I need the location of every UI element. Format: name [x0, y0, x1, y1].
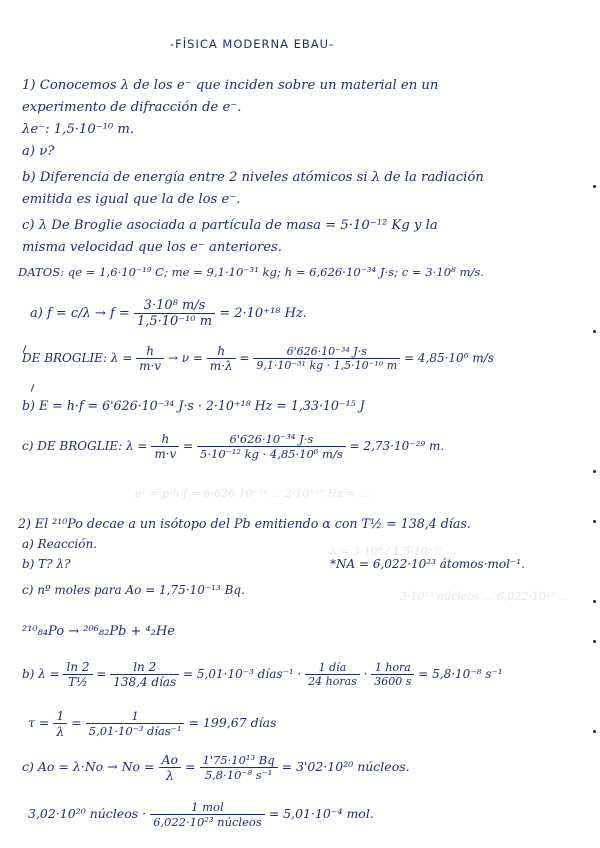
bleed-through-text: 3·10¹³ núcleos ... 6,022·10²³ ... [400, 590, 569, 603]
answer-2c [22, 752, 410, 783]
fraction-denominator: 5,01·10⁻³ días⁻¹ [88, 724, 182, 738]
margin-dot [593, 470, 596, 473]
answer-1a [30, 298, 307, 329]
fraction [86, 709, 185, 738]
page-title: -FÍSICA MODERNA EBAU- [170, 37, 335, 51]
fraction [110, 660, 179, 689]
fraction-denominator: T½ [68, 675, 88, 689]
bleed-through-text: λ = 3·10⁸ / 1,5·10⁻¹⁰ ... [330, 545, 457, 558]
fraction-numerator: Ao [159, 752, 182, 768]
fraction [207, 344, 236, 373]
equals-sign: = [183, 439, 194, 453]
fraction-denominator: λ [165, 768, 174, 783]
problem2-line: a) Reacción. [22, 537, 97, 551]
problem1-line: emitida es igual que la de los e⁻. [22, 192, 241, 207]
answer-1b: b) E = h·f = 6'626·10⁻³⁴ J·s · 2·10⁺¹⁸ Hz = 1,33·10⁻¹⁵ J [22, 398, 365, 413]
answer-1c-result: = 2,73·10⁻²⁹ m. [349, 439, 445, 453]
equals-sign: = [71, 715, 82, 730]
problem2-line: b) T? λ? [22, 557, 71, 571]
lambda-days: = 5,01·10⁻³ días⁻¹ · [183, 667, 302, 681]
velocity-result: = 4,85·10⁶ m/s [404, 351, 494, 365]
answer-2b-lhs: b) λ = [22, 667, 60, 681]
answer-1c [22, 432, 444, 461]
problem1-line: experimento de difracción de e⁻. [22, 100, 242, 115]
fraction-numerator: ln 2 [63, 660, 92, 675]
fraction-numerator: 6'626·10⁻³⁴ J·s [197, 432, 346, 447]
fraction [200, 753, 278, 782]
fraction-numerator: 1 [53, 708, 67, 724]
fraction-denominator: 5·10⁻¹² kg · 4,85·10⁶ m/s [200, 447, 343, 461]
fraction-numerator: h [151, 432, 179, 447]
avogadro-note: *NA = 6,022·10²³ átomos·mol⁻¹. [330, 557, 525, 571]
problem1-line: c) λ De Broglie asociada a partícula de masa = 5·10⁻¹² Kg y la [22, 218, 438, 233]
fraction-numerator: h [207, 344, 236, 359]
mean-life [28, 708, 277, 739]
fraction-numerator: 1'75·10¹³ Bq [200, 753, 278, 768]
fraction-numerator: 3·10⁸ m/s [134, 298, 215, 314]
fraction-denominator: 3600 s [374, 675, 412, 688]
bleed-through-text: e¹ = p·h·f = 6·626·10⁻³⁴ ... 2·10⁺¹⁸ Hz = ... [135, 487, 370, 500]
problem2-line: c) nº moles para Ao = 1,75·10⁻¹³ Bq. [22, 583, 245, 597]
lambda-result: = 5,8·10⁻⁸ s⁻¹ [418, 667, 503, 681]
fraction-denominator: 9,1·10⁻³¹ kg · 1,5·10⁻¹⁰ m [256, 359, 398, 372]
fraction-numerator: 6'626·10⁻³⁴ J·s [253, 345, 400, 359]
fraction [151, 432, 179, 461]
fraction-numerator: 1 [86, 709, 185, 724]
fraction [134, 298, 215, 329]
fraction [159, 752, 182, 783]
tau-result: = 199,67 días [188, 715, 277, 730]
problem1-line: b) Diferencia de energía entre 2 niveles atómicos si λ de la radiación [22, 170, 484, 185]
fraction-denominator: m·v [139, 359, 162, 373]
fraction-numerator: 1 día [305, 661, 360, 675]
answer-2b [22, 660, 503, 689]
fraction [305, 661, 360, 688]
margin-dot [593, 600, 596, 603]
moles-result: = 5,01·10⁻⁴ mol. [268, 806, 374, 821]
de-broglie-velocity [22, 344, 494, 373]
fraction [197, 432, 346, 461]
fraction [136, 344, 164, 373]
problem2-line: 2) El ²¹⁰Po decae a un isótopo del Pb emitiendo α con T½ = 138,4 días. [18, 516, 471, 531]
fraction-denominator: m·λ [209, 359, 233, 373]
equals-sign: = [185, 759, 196, 774]
fraction-denominator: m·v [154, 447, 177, 461]
problem1-line: misma velocidad que los e⁻ anteriores. [22, 240, 282, 255]
moles-lhs: 3,02·10²⁰ núcleos · [28, 806, 147, 821]
nuclear-reaction: ²¹⁰₈₄Po → ²⁰⁶₈₂Pb + ⁴₂He [22, 624, 175, 639]
dot-operator: · [363, 667, 368, 681]
problem1-line: a) ν? [22, 144, 55, 159]
fraction-denominator: 138,4 días [113, 675, 177, 689]
margin-dot [593, 640, 596, 643]
data-line: DATOS: qe = 1,6·10⁻¹⁹ C; me = 9,1·10⁻³¹ kg; h = 6,626·10⁻³⁴ J·s; c = 3·10⁸ m/s. [18, 265, 484, 279]
margin-dot [593, 330, 596, 333]
fraction-denominator: 1,5·10⁻¹⁰ m [136, 314, 213, 329]
fraction [371, 661, 414, 688]
fraction-numerator: ln 2 [110, 660, 179, 675]
fraction-denominator: 6,022·10²³ núcleos [153, 815, 262, 829]
fraction [253, 345, 400, 372]
equals-sign: = [239, 351, 250, 365]
fraction-denominator: 5,8·10⁻⁸ s⁻¹ [204, 768, 273, 782]
arrow-text: → ν = [167, 351, 203, 365]
fraction-denominator: 24 horas [308, 675, 357, 688]
margin-dot [593, 185, 596, 188]
fraction [53, 708, 67, 739]
de-broglie-label: DE BROGLIE: λ = [22, 351, 133, 365]
fraction [63, 660, 92, 689]
nuclei-result: = 3'02·10²⁰ núcleos. [281, 759, 410, 774]
margin-dot [593, 520, 596, 523]
tau-lhs: τ = [28, 715, 50, 730]
pen-mark [31, 384, 35, 392]
answer-2c-lhs: c) Ao = λ·No → No = [22, 759, 155, 774]
problem1-line: λe⁻: 1,5·10⁻¹⁰ m. [22, 122, 135, 137]
fraction-numerator: h [136, 344, 164, 359]
fraction-numerator: 1 mol [150, 800, 265, 815]
problem1-line: 1) Conocemos λ de los e⁻ que inciden sobre un material en un [22, 78, 439, 93]
answer-1a-result: = 2·10⁺¹⁸ Hz. [219, 306, 307, 321]
equals-sign: = [96, 667, 107, 681]
answer-1c-lhs: c) DE BROGLIE: λ = [22, 439, 148, 453]
fraction-numerator: 1 hora [371, 661, 414, 675]
margin-dot [593, 730, 596, 733]
answer-1a-lhs: a) f = c/λ → f = [30, 306, 130, 321]
moles-calculation [28, 800, 374, 829]
fraction-denominator: λ [56, 724, 65, 739]
fraction [150, 800, 265, 829]
